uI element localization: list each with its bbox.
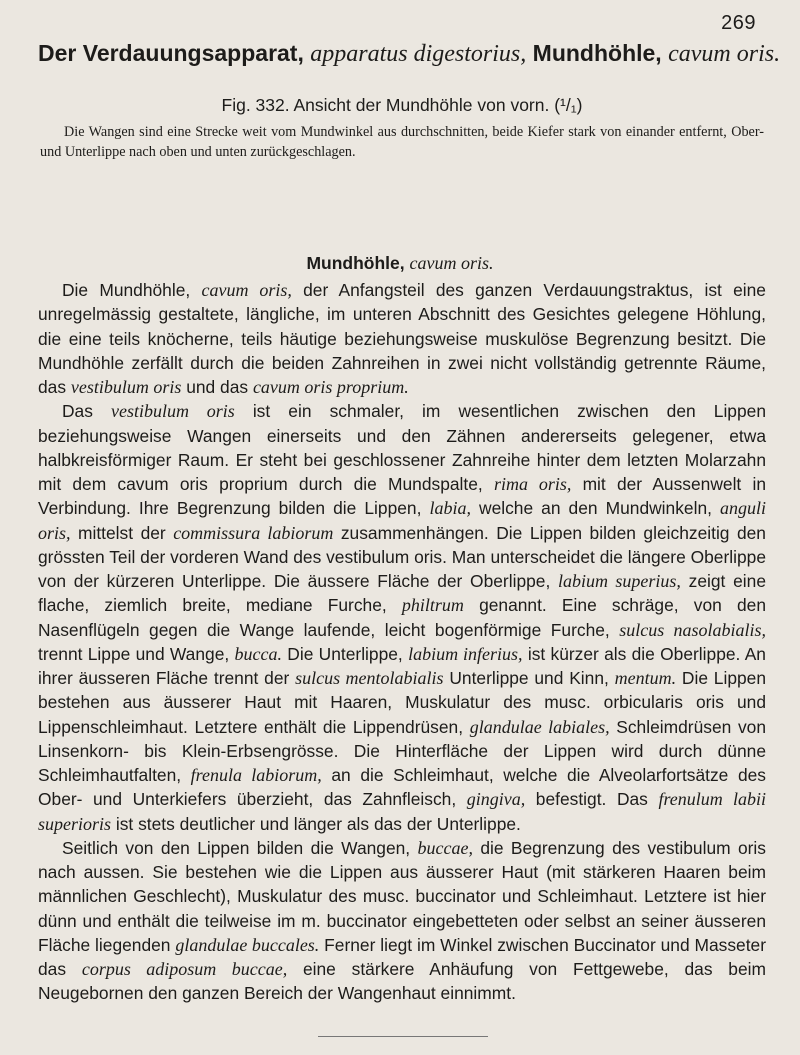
text-run: befestigt. Das bbox=[525, 789, 659, 810]
page-number: 269 bbox=[721, 12, 756, 34]
latin-term: labium superius, bbox=[558, 571, 681, 591]
latin-term: commissura labiorum bbox=[173, 522, 334, 543]
latin-term: frenulum labii superioris bbox=[38, 789, 766, 834]
text-run: zeigt eine flache, ziemlich breite, mediane Furche, bbox=[38, 571, 766, 616]
latin-term: frenula labiorum, bbox=[190, 765, 322, 785]
latin-term: mentum. bbox=[614, 668, 677, 688]
latin-term: vestibulum oris bbox=[111, 401, 235, 422]
text-run: welche an den Mundwinkeln, bbox=[470, 498, 720, 519]
text-run: eine stärkere Anhäufung von Fettgewebe, das beim Neugebornen den ganzen Bereich der Wangenhaut einnimmt. bbox=[38, 959, 766, 1004]
text-run: Die Unterlippe, bbox=[281, 643, 409, 664]
latin-term: rima oris, bbox=[493, 474, 572, 494]
section-heading-latin: cavum oris. bbox=[409, 253, 494, 273]
latin-term: cavum oris proprium. bbox=[252, 377, 409, 397]
text-run: Ferner liegt im Winkel zwischen Buccinator und Masseter das bbox=[38, 934, 766, 979]
section-heading bbox=[0, 253, 800, 274]
paragraph-2 bbox=[38, 399, 766, 836]
running-head bbox=[38, 40, 781, 68]
text-run: ist stets deutlicher und länger als das der Unterlippe. bbox=[111, 813, 521, 834]
latin-term: vestibulum oris bbox=[70, 377, 182, 397]
running-head-subtitle: Mundhöhle, bbox=[532, 40, 662, 66]
latin-term: glandulae labiales, bbox=[469, 716, 610, 737]
figure-caption bbox=[40, 95, 764, 162]
latin-term: labium inferius, bbox=[408, 643, 523, 664]
text-run: trennt Lippe und Wange, bbox=[38, 643, 235, 664]
figure-description: Die Wangen sind eine Strecke weit vom Mundwinkel aus durchschnitten, beide Kiefer stark von einander entfernt, Ober- und Unterlippe nach oben und unten zurückgeschlagen. bbox=[40, 124, 764, 160]
latin-term: labia, bbox=[429, 498, 471, 519]
latin-term: bucca. bbox=[234, 643, 282, 664]
text-run: und das bbox=[181, 377, 253, 397]
section-heading-text: Mundhöhle, bbox=[306, 253, 405, 273]
running-head-latin: apparatus digestorius, bbox=[310, 41, 527, 67]
body-text bbox=[38, 278, 766, 1006]
running-head-title: Der Verdauungsapparat, bbox=[38, 40, 304, 66]
latin-term: glandulae buccales. bbox=[175, 934, 320, 955]
text-run: Die Lippen bestehen aus äusserer Haut mit Haaren, Muskulatur des musc. orbicularis oris und Lippenschleimhaut. Letztere enthält die Lippendrüsen, bbox=[38, 668, 767, 737]
latin-term: philtrum bbox=[401, 595, 464, 616]
text-run: Die Mundhöhle, bbox=[62, 280, 202, 300]
text-run: Unterlippe und Kinn, bbox=[443, 668, 615, 688]
paragraph-1 bbox=[38, 278, 766, 399]
text-run: Das bbox=[62, 401, 111, 422]
latin-term: gingiva, bbox=[466, 789, 526, 810]
running-head-subtitle-latin: cavum oris. bbox=[668, 41, 781, 67]
text-run: ist kürzer als die Oberlippe. An ihrer äusseren Fläche trennt der bbox=[38, 643, 766, 688]
text-run: Schleimdrüsen von Linsenkorn- bis Klein-Erbsengrösse. Die Hinterfläche der Lippen wird durch dünne Schleimhautfalten, bbox=[38, 716, 766, 785]
paragraph-3 bbox=[38, 836, 766, 1006]
latin-term: cavum oris, bbox=[201, 280, 292, 300]
latin-term: anguli oris, bbox=[38, 498, 766, 543]
text-run: mittelst der bbox=[70, 522, 174, 543]
text-run: zusammenhängen. Die Lippen bilden gleichzeitig den grössten Teil der vorderen Wand des vestibulum oris. Man unterscheidet die längere Oberlippe von der kürzeren Unterlippe. Die äussere Fläche der Oberlippe, bbox=[38, 522, 766, 591]
text-run: mit der Aussenwelt in Verbindung. Ihre Begrenzung bilden die Lippen, bbox=[38, 474, 767, 519]
figure-title: Fig. 332. Ansicht der Mundhöhle von vorn. (¹/₁) bbox=[221, 95, 583, 115]
text-run: genannt. Eine schräge, von den Nasenflügeln gegen die Wange laufende, leicht bogenförmige Furche, bbox=[38, 595, 766, 640]
text-run: Seitlich von den Lippen bilden die Wangen, bbox=[62, 837, 418, 858]
text-run: ist ein schmaler, im wesentlichen zwischen den Lippen beziehungsweise Wangen einerseits und den Zähnen andererseits gelegener, etwa halbkreisförmiger Raum. Er steht bei geschlossener Zahnreihe hinter dem letzten Molarzahn mit dem cavum oris proprium durch die Mundspalte, bbox=[38, 401, 766, 494]
latin-term: sulcus mentolabialis bbox=[295, 668, 444, 688]
latin-term: buccae, bbox=[417, 837, 473, 858]
footer-rule bbox=[318, 1036, 488, 1037]
latin-term: sulcus nasolabialis, bbox=[619, 619, 766, 640]
text-run: die Begrenzung des vestibulum oris nach aussen. Sie bestehen wie die Lippen aus äusserer Haut (mit stärkeren Haaren beim männlichen Geschlecht), Muskulatur des musc. buccinator und Schleimhaut. Letztere ist hier dünn und enthält die teilweise im m. buccinator eingebetteten oder selbst an seiner äusseren Fläche liegenden bbox=[38, 837, 766, 955]
latin-term: corpus adiposum buccae, bbox=[81, 959, 288, 979]
text-run: der Anfangsteil des ganzen Verdauungstraktus, ist eine unregelmässig gestaltete, längliche, im unteren Abschnitt des Gesichtes gelegene Höhlung, die eine teils knöcherne, teils häutige beziehungsweise muskulöse Begrenzung besitzt. Die Mundhöhle zerfällt durch die beiden Zahnreihen in zwei nicht vollständig getrennte Räume, das bbox=[38, 280, 766, 397]
text-run: an die Schleimhaut, welche die Alveolarfortsätze des Ober- und Unterkiefers überzieht, das Zahnfleisch, bbox=[38, 765, 766, 810]
